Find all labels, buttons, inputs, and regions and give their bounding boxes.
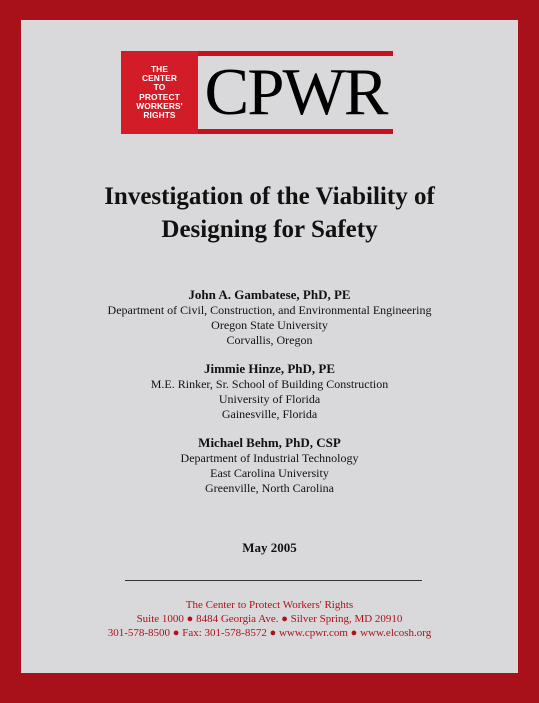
- author-affiliation-line: East Carolina University: [210, 466, 329, 480]
- author-affiliation-line: Oregon State University: [211, 318, 328, 332]
- document-title: [21, 180, 518, 246]
- logo-box-line: WORKERS': [136, 100, 183, 111]
- footer-divider: [125, 580, 422, 581]
- logo-box-line: CENTER: [141, 73, 178, 84]
- author-name: Michael Behm, PhD, CSP: [198, 435, 341, 450]
- logo-box-line: THE: [150, 63, 169, 74]
- author-name: John A. Gambatese, PhD, PE: [188, 287, 351, 302]
- author-block-1: [21, 286, 518, 348]
- author-affiliation-line: Greenville, North Carolina: [205, 481, 334, 495]
- title-line-2: Designing for Safety: [161, 216, 378, 243]
- footer-org-name: The Center to Protect Workers' Rights: [185, 599, 354, 611]
- cpwr-logo-box: [121, 51, 198, 134]
- author-affiliation-line: University of Florida: [218, 392, 321, 406]
- author-affiliation-line: Department of Civil, Construction, and Environmental Engineering: [107, 303, 432, 317]
- footer-phone-web: 301-578-8500 ● Fax: 301-578-8572 ● www.cpwr.com ● www.elcosh.org: [107, 627, 432, 639]
- author-affiliation-line: Corvallis, Oregon: [226, 333, 313, 347]
- cpwr-logo-wordmark: [198, 51, 393, 134]
- author-affiliation-line: M.E. Rinker, Sr. School of Building Construction: [150, 377, 389, 391]
- logo-bottom-bar: [198, 129, 393, 134]
- footer-contact: [21, 598, 518, 640]
- footer-address: Suite 1000 ● 8484 Georgia Ave. ● Silver Spring, MD 20910: [136, 613, 403, 625]
- logo-box-line: PROTECT: [139, 91, 180, 102]
- author-block-2: [21, 360, 518, 422]
- author-name: Jimmie Hinze, PhD, PE: [203, 361, 336, 376]
- author-affiliation-line: Gainesville, Florida: [221, 407, 318, 421]
- author-block-3: [21, 434, 518, 496]
- logo-box-line: TO: [153, 82, 166, 93]
- author-affiliation-line: Department of Industrial Technology: [180, 451, 359, 465]
- logo-box-line: RIGHTS: [143, 109, 176, 120]
- publication-date: May 2005: [242, 540, 297, 555]
- logo-wordmark-text: CPWR: [204, 55, 387, 129]
- title-line-1: Investigation of the Viability of: [104, 183, 435, 210]
